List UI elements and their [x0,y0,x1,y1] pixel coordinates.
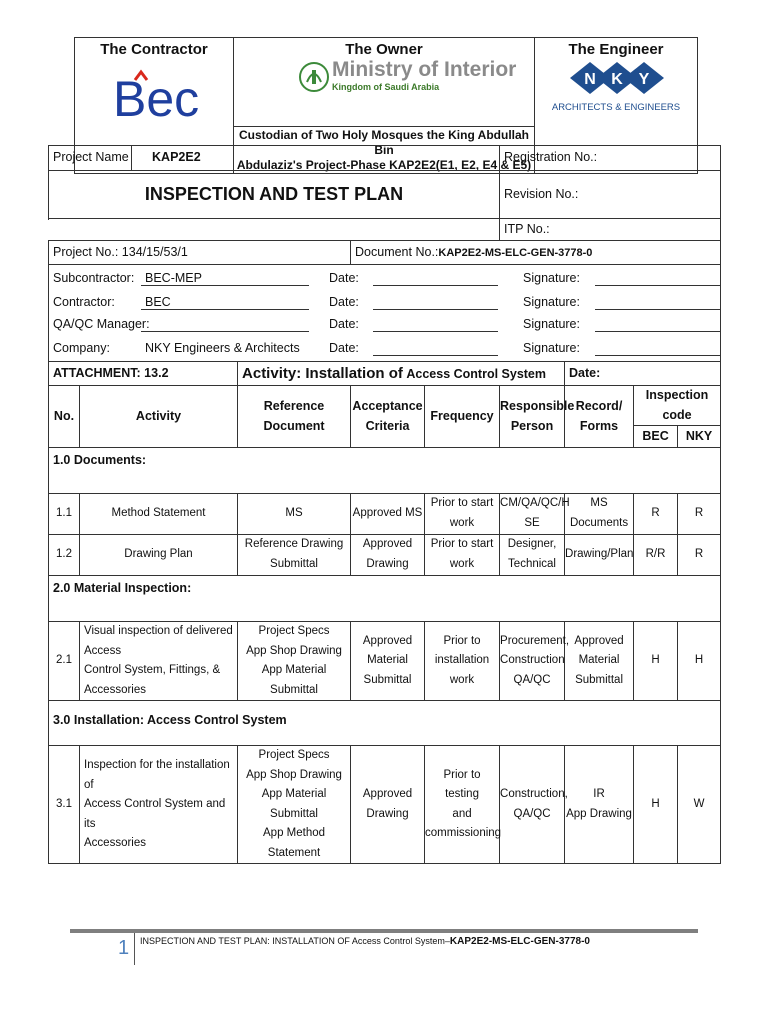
svg-text:N: N [584,71,596,88]
nky-logo [535,58,697,98]
page-number: 1 [118,937,130,959]
signature-input-line[interactable] [595,317,721,332]
attachment-date-label: Date: [565,362,721,386]
project-no-field: Project No.: 134/15/53/1 [49,241,351,265]
party-label: Contractor: [53,295,115,309]
party-signature-label: Signature: [523,317,580,331]
document-no-value: KAP2E2-MS-ELC-GEN-3778-0 [438,246,593,259]
row-code-nky: W [678,746,721,864]
party-value: BEC-MEP [145,271,202,285]
col-header-inspection-code: Inspection code [634,386,721,426]
row-frequency: Prior to installation work [425,622,500,701]
row-responsible: Procurement, Construction QA/QC [500,622,565,701]
attachment-label: ATTACHMENT: 13.2 [49,362,238,386]
footer-rule [70,929,698,933]
contractor-title: The Contractor [100,41,208,58]
row-code-bec: R [634,494,678,535]
row-activity: Drawing Plan [80,535,238,576]
row-code-nky: R [678,494,721,535]
table-row [49,494,721,535]
activity-title: Activity: Installation of Access Control System [238,362,565,386]
row-code-nky: R [678,535,721,576]
signature-input-line[interactable] [595,271,721,286]
row-acceptance: Approved MS [351,494,425,535]
col-header-responsible: Responsible Person [500,386,565,448]
row-no: 1.1 [49,494,80,535]
section-title: 2.0 Material Inspection: [49,576,721,622]
date-input-line[interactable] [373,341,498,356]
date-input-line[interactable] [373,317,498,332]
row-code-bec: H [634,746,678,864]
moi-sub: Kingdom of Saudi Arabia [332,82,440,92]
row-reference: Reference Drawing Submittal [238,535,351,576]
party-label: Subcontractor: [53,271,135,285]
row-frequency: Prior to start work [425,494,500,535]
bec-logo [75,58,233,128]
party-label: QA/QC Manager: [53,317,150,331]
signature-input-line[interactable] [595,341,721,356]
party-label: Company: [53,341,110,355]
row-frequency: Prior to testing and commissioning [425,746,500,864]
row-activity: Method Statement [80,494,238,535]
engineer-title: The Engineer [568,41,664,58]
row-reference: MS [238,494,351,535]
col-header-activity: Activity [80,386,238,448]
party-date-label: Date: [329,295,359,309]
itp-no-label: ITP No.: [500,219,721,241]
table-row [49,746,721,864]
parties-block [49,265,721,362]
row-record: Approved Material Submittal [565,622,634,701]
col-header-no: No. [49,386,80,448]
row-responsible: CM/QA/QC/H SE [500,494,565,535]
party-date-label: Date: [329,271,359,285]
footer-divider [134,933,135,965]
date-input-line[interactable] [373,271,498,286]
table-row [49,535,721,576]
party-line [141,295,309,310]
row-code-nky: H [678,622,721,701]
svg-text:Y: Y [638,71,650,88]
registration-label: Registration No.: [500,146,721,171]
row-acceptance: Approved Drawing [351,746,425,864]
party-signature-label: Signature: [523,295,580,309]
col-header-frequency: Frequency [425,386,500,448]
row-reference: Project Specs App Shop Drawing App Material Submittal [238,622,351,701]
party-signature-label: Signature: [523,271,580,285]
row-record: IR App Drawing [565,746,634,864]
custodian-text: Custodian of Two Holy Mosques the King Abdullah Bin Abdulaziz's Project-Phase KAP2E2(E1, E2, E4 & E5) [234,126,534,173]
row-responsible: Construction, QA/QC [500,746,565,864]
project-no-value: 134/15/53/1 [121,244,188,259]
section-title: 3.0 Installation: Access Control System [49,701,721,746]
owner-title: The Owner [345,41,423,58]
project-name-value: KAP2E2 [132,146,500,171]
svg-text:Bec: Bec [113,71,200,127]
signature-input-line[interactable] [595,295,721,310]
row-responsible: Designer, Technical [500,535,565,576]
row-acceptance: Approved Material Submittal [351,622,425,701]
moi-name: Ministry of Interior [332,58,517,81]
table-row [49,622,721,701]
section-title: 1.0 Documents: [49,448,721,494]
row-activity: Visual inspection of delivered Access Control System, Fittings, & Accessories [80,622,238,701]
col-header-reference: Reference Document [238,386,351,448]
col-header-acceptance: Acceptance Criteria [351,386,425,448]
revision-label: Revision No.: [500,171,721,219]
moi-emblem-icon [299,60,329,94]
document-no-field: Document No.:KAP2E2-MS-ELC-GEN-3778-0 [351,241,721,265]
party-value: BEC [145,295,171,309]
row-record: Drawing/Plan [565,535,634,576]
document-title: INSPECTION AND TEST PLAN [49,171,500,219]
nky-subtitle: ARCHITECTS & ENGINEERS [551,102,681,113]
row-no: 2.1 [49,622,80,701]
party-line[interactable] [141,317,309,332]
row-frequency: Prior to start work [425,535,500,576]
moi-logo [234,58,534,94]
date-input-line[interactable] [373,295,498,310]
party-signature-label: Signature: [523,341,580,355]
itp-table [48,145,721,864]
svg-text:K: K [611,71,623,88]
row-activity: Inspection for the installation of Access Control System and its Accessories [80,746,238,864]
footer-text: INSPECTION AND TEST PLAN: INSTALLATION OF Access Control System–KAP2E2-MS-ELC-GEN-3778-0 [140,936,590,947]
project-name-label: Project Name [49,146,132,171]
row-record: MS Documents [565,494,634,535]
col-header-nky: NKY [678,426,721,448]
party-line [141,271,309,286]
col-header-record: Record/ Forms [565,386,634,448]
row-acceptance: Approved Drawing [351,535,425,576]
party-date-label: Date: [329,317,359,331]
row-code-bec: R/R [634,535,678,576]
row-code-bec: H [634,622,678,701]
col-header-bec: BEC [634,426,678,448]
row-no: 1.2 [49,535,80,576]
row-reference: Project Specs App Shop Drawing App Material Submittal App Method Statement [238,746,351,864]
party-date-label: Date: [329,341,359,355]
row-no: 3.1 [49,746,80,864]
party-value: NKY Engineers & Architects [145,341,300,355]
